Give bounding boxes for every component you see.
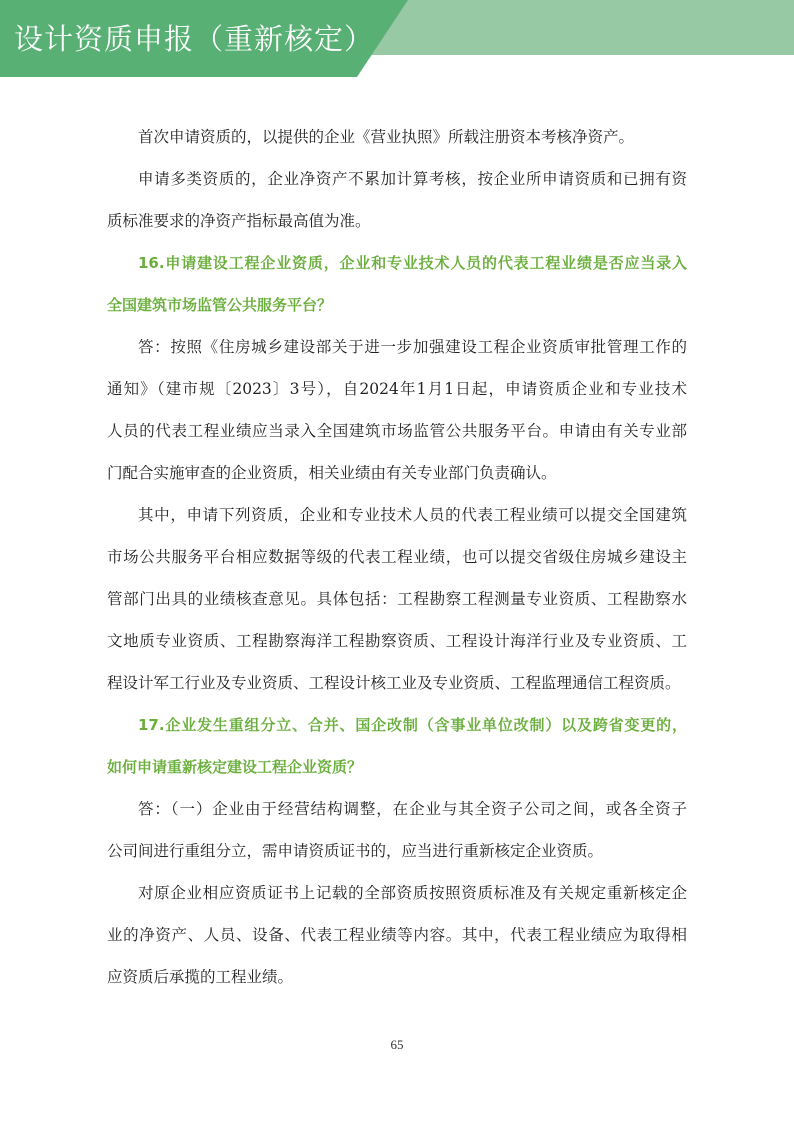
- text-line: 质标准要求的净资产指标最高值为准。: [107, 212, 371, 230]
- heading-line: 如何申请重新核定建设工程企业资质？: [107, 758, 363, 776]
- paragraph: [107, 116, 687, 158]
- text-line: 应资质后承揽的工程业绩。: [107, 968, 294, 986]
- heading-line: 全国建筑市场监管公共服务平台？: [107, 296, 333, 314]
- text-line: 其中，申请下列资质，企业和专业技术人员的代表工程业绩可以提交全国建筑: [138, 506, 687, 524]
- text-line: 通知》（建市规〔2023〕3号），自2024年1月1日起，申请资质企业和专业技术: [107, 380, 687, 398]
- text-line: 门配合实施审查的企业资质，相关业绩由有关专业部门负责确认。: [107, 464, 557, 482]
- paragraph: [107, 788, 687, 872]
- text-line: 业的净资产、人员、设备、代表工程业绩等内容。其中，代表工程业绩应为取得相: [107, 926, 687, 944]
- text-line: 答：（一）企业由于经营结构调整，在企业与其全资子公司之间，或各全资子: [138, 800, 687, 818]
- paragraph: [107, 494, 687, 704]
- paragraph: [107, 326, 687, 494]
- paragraph: [107, 158, 687, 242]
- heading-line: 17.企业发生重组分立、合并、国企改制（含事业单位改制）以及跨省变更的，: [138, 716, 687, 734]
- text-line: 对原企业相应资质证书上记载的全部资质按照资质标准及有关规定重新核定企: [138, 884, 687, 902]
- question-heading: [107, 242, 687, 326]
- question-heading: [107, 704, 687, 788]
- document-body: [107, 116, 687, 998]
- text-line: 答：按照《住房城乡建设部关于进一步加强建设工程企业资质审批管理工作的: [138, 338, 687, 356]
- text-line: 人员的代表工程业绩应当录入全国建筑市场监管公共服务平台。申请由有关专业部: [107, 422, 687, 440]
- header-title: 设计资质申报（重新核定）: [14, 22, 375, 56]
- header-banner-light-stripe: [336, 0, 794, 55]
- text-line: 公司间进行重组分立，需申请资质证书的，应当进行重新核定企业资质。: [107, 842, 604, 860]
- heading-line: 16.申请建设工程企业资质，企业和专业技术人员的代表工程业绩是否应当录入: [138, 254, 687, 272]
- text-line: 文地质专业资质、工程勘察海洋工程勘察资质、工程设计海洋行业及专业资质、工: [107, 632, 687, 650]
- page-number: 65: [390, 1037, 404, 1052]
- text-line: 首次申请资质的，以提供的企业《营业执照》所载注册资本考核净资产。: [138, 128, 635, 146]
- text-line: 管部门出具的业绩核查意见。具体包括：工程勘察工程测量专业资质、工程勘察水: [107, 590, 687, 608]
- text-line: 程设计军工行业及专业资质、工程设计核工业及专业资质、工程监理通信工程资质。: [107, 674, 681, 692]
- text-line: 市场公共服务平台相应数据等级的代表工程业绩，也可以提交省级住房城乡建设主: [107, 548, 687, 566]
- text-line: 申请多类资质的，企业净资产不累加计算考核，按企业所申请资质和已拥有资: [138, 170, 687, 188]
- paragraph: [107, 872, 687, 998]
